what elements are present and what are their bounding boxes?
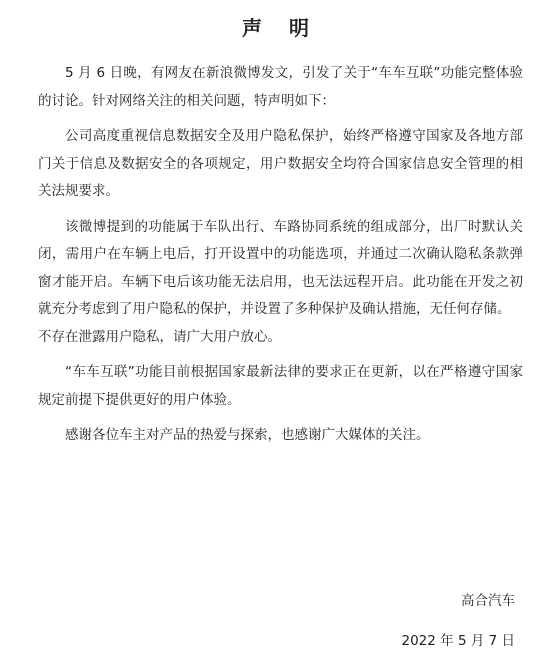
paragraph-reassurance: 不存在泄露用户隐私，请广大用户放心。 xyxy=(38,328,281,345)
paragraph-data-security: 公司高度重视信息数据安全及用户隐私保护，始终严格遵守国家及各地方部门关于信息及数据安全的各项规定，用户数据安全均符合国家信息安全管理的相关法规要求。 xyxy=(38,128,523,199)
signature-date: 2022 年 5 月 7 日 xyxy=(401,633,515,649)
paragraph-thanks: 感谢各位车主对产品的热爱与探索，也感谢广大媒体的关注。 xyxy=(65,427,430,443)
paragraph-update-notice: “车车互联”功能目前根据国家最新法律的要求正在更新，以在严格遵守国家规定前提下提供更好的用户体验。 xyxy=(38,364,523,408)
statement-title: 声 明 xyxy=(242,16,319,40)
paragraph-feature-explanation: 该微博提到的功能属于车队出行、车路协同系统的组成部分，出厂时默认关闭，需用户在车辆上电后，打开设置中的功能选项，并通过二次确认隐私条款弹窗才能开启。车辆下电后该功能无法启用，也无法远程开启。此功能在开发之初就充分考虑到了用户隐私的保护，并设置了多种保护及确认措施，无任何存储。 xyxy=(38,218,523,317)
paragraph-intro: 5 月 6 日晚，有网友在新浪微博发文，引发了关于“车车互联”功能完整体验的讨论。针对网络关注的相关问题，特声明如下： xyxy=(38,65,523,109)
signature-company: 高合汽车 xyxy=(461,593,515,609)
